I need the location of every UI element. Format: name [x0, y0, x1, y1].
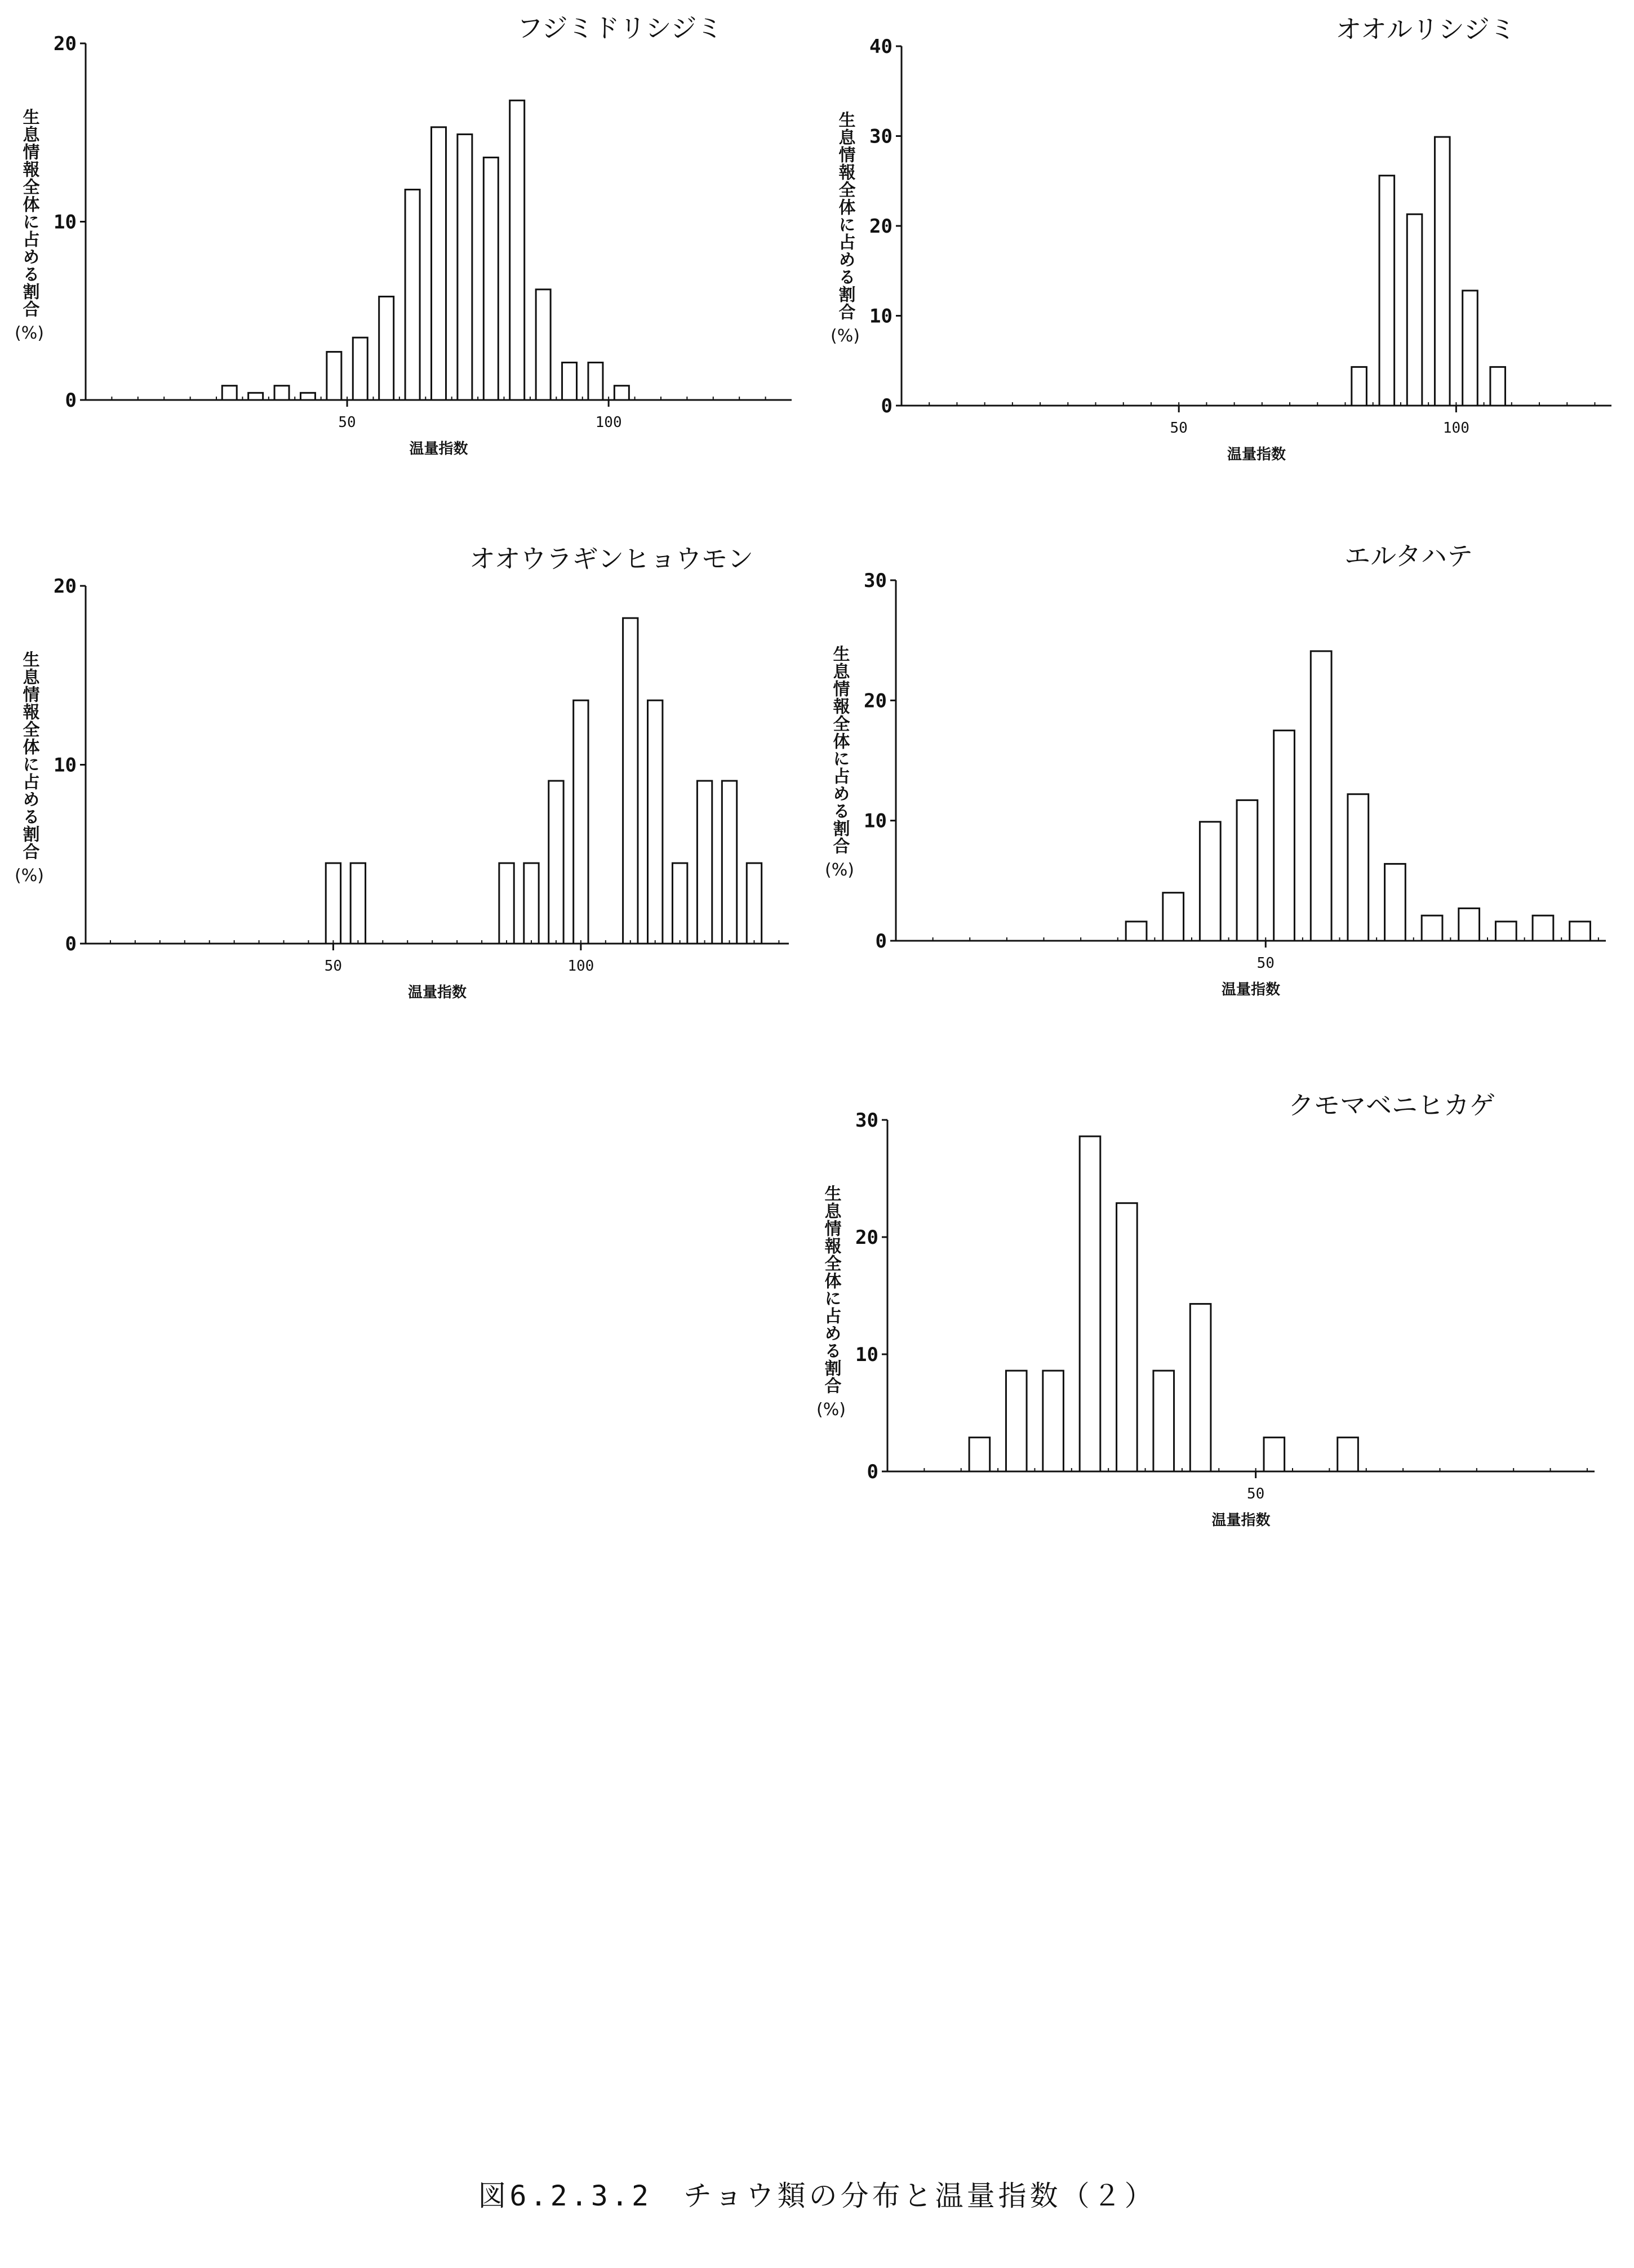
y-tick-label: 20	[54, 575, 77, 598]
bar	[350, 863, 365, 944]
bar	[326, 863, 340, 944]
x-tick-label: 50	[1170, 420, 1188, 437]
bar	[1533, 915, 1553, 941]
chart-title: クモマベニヒカゲ	[1288, 1090, 1495, 1120]
bar	[1422, 915, 1442, 941]
bar	[1126, 922, 1147, 941]
bar	[1379, 176, 1395, 406]
x-tick-label: 100	[595, 414, 622, 431]
x-axis-label: 温量指数	[409, 441, 468, 457]
bar	[1237, 800, 1258, 941]
chart-2	[831, 14, 1611, 463]
bar	[432, 127, 446, 400]
bar	[614, 386, 629, 400]
bar	[458, 134, 472, 400]
y-axis-label: 生息情報全体に占める割合	[19, 651, 39, 860]
x-tick-label: 100	[567, 958, 594, 975]
y-tick-label: 0	[875, 930, 887, 953]
y-tick-label: 10	[869, 305, 893, 328]
y-tick-label: 10	[54, 211, 77, 234]
bar	[1274, 731, 1295, 941]
bar	[536, 290, 550, 400]
bar	[510, 100, 525, 400]
bar	[524, 863, 539, 944]
x-tick-label: 50	[324, 958, 343, 975]
chart-title: エルタハテ	[1344, 541, 1473, 571]
bar	[672, 863, 687, 944]
y-tick-label: 20	[864, 690, 887, 713]
x-tick-label: 50	[338, 414, 356, 431]
y-axis-unit: (%)	[15, 866, 44, 886]
y-tick-label: 10	[54, 754, 77, 777]
chart-title: オオウラギンヒョウモン	[469, 544, 754, 574]
bar	[1200, 822, 1220, 941]
y-tick-label: 10	[855, 1344, 878, 1366]
bar	[248, 393, 263, 400]
x-axis-label: 温量指数	[1227, 446, 1286, 463]
bar	[623, 618, 638, 944]
chart-1	[15, 13, 792, 457]
y-axis-label: 生息情報全体に占める割合	[835, 111, 855, 320]
y-tick-label: 10	[864, 810, 887, 833]
x-tick-label: 50	[1246, 1486, 1265, 1502]
y-tick-label: 0	[65, 933, 77, 955]
bar	[697, 781, 712, 944]
y-axis-unit: (%)	[816, 1400, 846, 1420]
bar	[1459, 908, 1480, 941]
bar	[648, 700, 663, 944]
bar	[483, 158, 498, 400]
bar	[1385, 864, 1406, 941]
bar	[588, 363, 603, 400]
bar	[1495, 922, 1516, 941]
chart-title: オオルリシジミ	[1335, 14, 1516, 45]
y-tick-label: 20	[855, 1226, 878, 1249]
y-tick-label: 30	[864, 570, 887, 592]
bar	[405, 190, 420, 400]
y-axis-label: 生息情報全体に占める割合	[19, 108, 39, 317]
chart-5	[816, 1090, 1595, 1529]
bar	[1407, 214, 1422, 406]
chart-3	[15, 544, 789, 1001]
bar	[1338, 1438, 1358, 1471]
bar	[327, 352, 341, 400]
y-tick-label: 20	[869, 215, 893, 238]
x-axis-label: 温量指数	[1221, 981, 1281, 998]
bar	[969, 1438, 990, 1471]
y-tick-label: 40	[869, 35, 893, 58]
bar	[549, 781, 563, 944]
bar	[562, 363, 577, 400]
y-axis-unit: (%)	[825, 860, 854, 880]
bar	[747, 863, 761, 944]
x-axis-label: 温量指数	[1211, 1512, 1271, 1529]
y-tick-label: 30	[869, 125, 893, 148]
bar	[1264, 1438, 1285, 1471]
y-tick-label: 20	[54, 33, 77, 55]
x-axis-label: 温量指数	[407, 984, 467, 1001]
bar	[1311, 651, 1331, 941]
bar	[274, 386, 289, 400]
chart-title: フジミドリシジミ	[517, 13, 723, 43]
bar	[1463, 291, 1478, 406]
bar	[1163, 893, 1184, 941]
y-tick-label: 0	[881, 395, 893, 417]
y-axis-label: 生息情報全体に占める割合	[821, 1185, 841, 1394]
bar	[300, 393, 315, 400]
bar	[1348, 794, 1369, 941]
y-tick-label: 30	[855, 1109, 878, 1132]
y-axis-label: 生息情報全体に占める割合	[829, 645, 850, 854]
bar	[1117, 1203, 1138, 1471]
bar	[1153, 1371, 1174, 1471]
bar	[722, 781, 736, 944]
bar	[353, 337, 367, 400]
bar	[574, 700, 588, 944]
bar	[1190, 1304, 1211, 1471]
y-axis-unit: (%)	[15, 323, 44, 343]
x-tick-label: 50	[1256, 955, 1275, 972]
y-axis-unit: (%)	[831, 326, 860, 346]
chart-4	[825, 541, 1606, 998]
y-tick-label: 0	[867, 1461, 878, 1483]
bar	[1435, 137, 1450, 406]
bar	[222, 386, 237, 400]
bar	[1490, 367, 1506, 406]
bar	[1080, 1136, 1100, 1471]
x-tick-label: 100	[1442, 420, 1469, 437]
bar	[1570, 922, 1591, 941]
figure-caption: 図6.2.3.2 チョウ類の分布と温量指数（２）	[478, 2180, 1156, 2212]
bar	[379, 296, 394, 400]
y-tick-label: 0	[65, 389, 77, 412]
bar	[1352, 367, 1367, 406]
bar	[1043, 1371, 1064, 1471]
bar	[499, 863, 514, 944]
bar	[1006, 1371, 1027, 1471]
